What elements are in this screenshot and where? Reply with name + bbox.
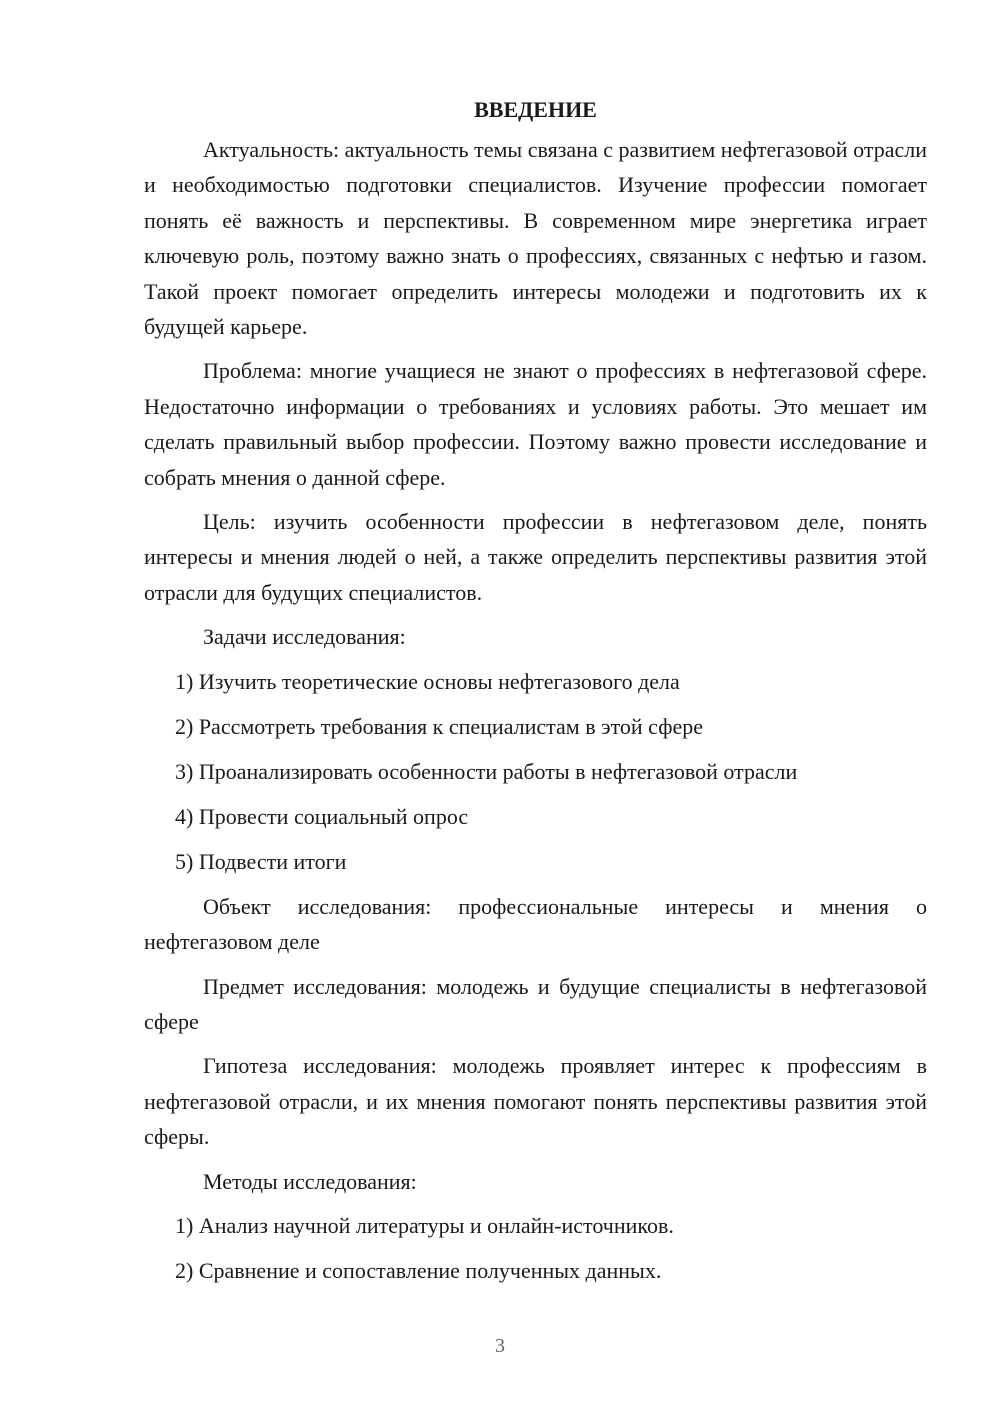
methods-list bbox=[144, 1208, 927, 1288]
problem-paragraph: Проблема: многие учащиеся не знают о профессиях в нефтегазовой сфере. Недостаточно информации о требованиях и условиях работы. Это мешает им сделать правильный выбор профессии. Поэтому важно провести исследование и собрать мнения о данной сфере. bbox=[144, 358, 927, 490]
page-content bbox=[144, 96, 927, 1298]
list-item: 2) Рассмотреть требования к специалистам в этой сфере bbox=[175, 713, 703, 739]
relevance-paragraph: Актуальность: актуальность темы связана с развитием нефтегазовой отрасли и необходимостью подготовки специалистов. Изучение профессии помогает понять её важность и перспективы. В современном мире энергетика играет ключевую роль, поэтому важно знать о профессиях, связанных с нефтью и газом. Такой проект помогает определить интересы молодежи и подготовить их к будущей карьере. bbox=[144, 137, 927, 340]
list-item: 5) Подвести итоги bbox=[175, 848, 347, 874]
tasks-heading: Задачи исследования: bbox=[203, 624, 406, 650]
methods-heading: Методы исследования: bbox=[203, 1168, 417, 1194]
list-item: 4) Провести социальный опрос bbox=[175, 803, 469, 829]
list-item: 1) Анализ научной литературы и онлайн-источников. bbox=[175, 1212, 674, 1238]
list-item: 1) Изучить теоретические основы нефтегазового дела bbox=[175, 668, 680, 694]
page-title: ВВЕДЕНИЕ bbox=[474, 97, 597, 122]
goal-paragraph: Цель: изучить особенности профессии в нефтегазовом деле, понять интересы и мнения людей о ней, а также определить перспективы развития этой отрасли для будущих специалистов. bbox=[144, 509, 927, 605]
hypothesis-paragraph: Гипотеза исследования: молодежь проявляет интерес к профессиям в нефтегазовой отрасли, и их мнения помогают понять перспективы развития этой сферы. bbox=[144, 1053, 927, 1150]
list-item: 3) Проанализировать особенности работы в нефтегазовой отрасли bbox=[175, 758, 798, 784]
page-number: 3 bbox=[495, 1335, 505, 1357]
tasks-list bbox=[144, 664, 927, 879]
subject-paragraph: Предмет исследования: молодежь и будущие специалисты в нефтегазовой сфере bbox=[144, 973, 927, 1034]
object-paragraph: Объект исследования: профессиональные интересы и мнения о нефтегазовом деле bbox=[144, 893, 927, 955]
list-item: 2) Сравнение и сопоставление полученных данных. bbox=[175, 1257, 662, 1283]
